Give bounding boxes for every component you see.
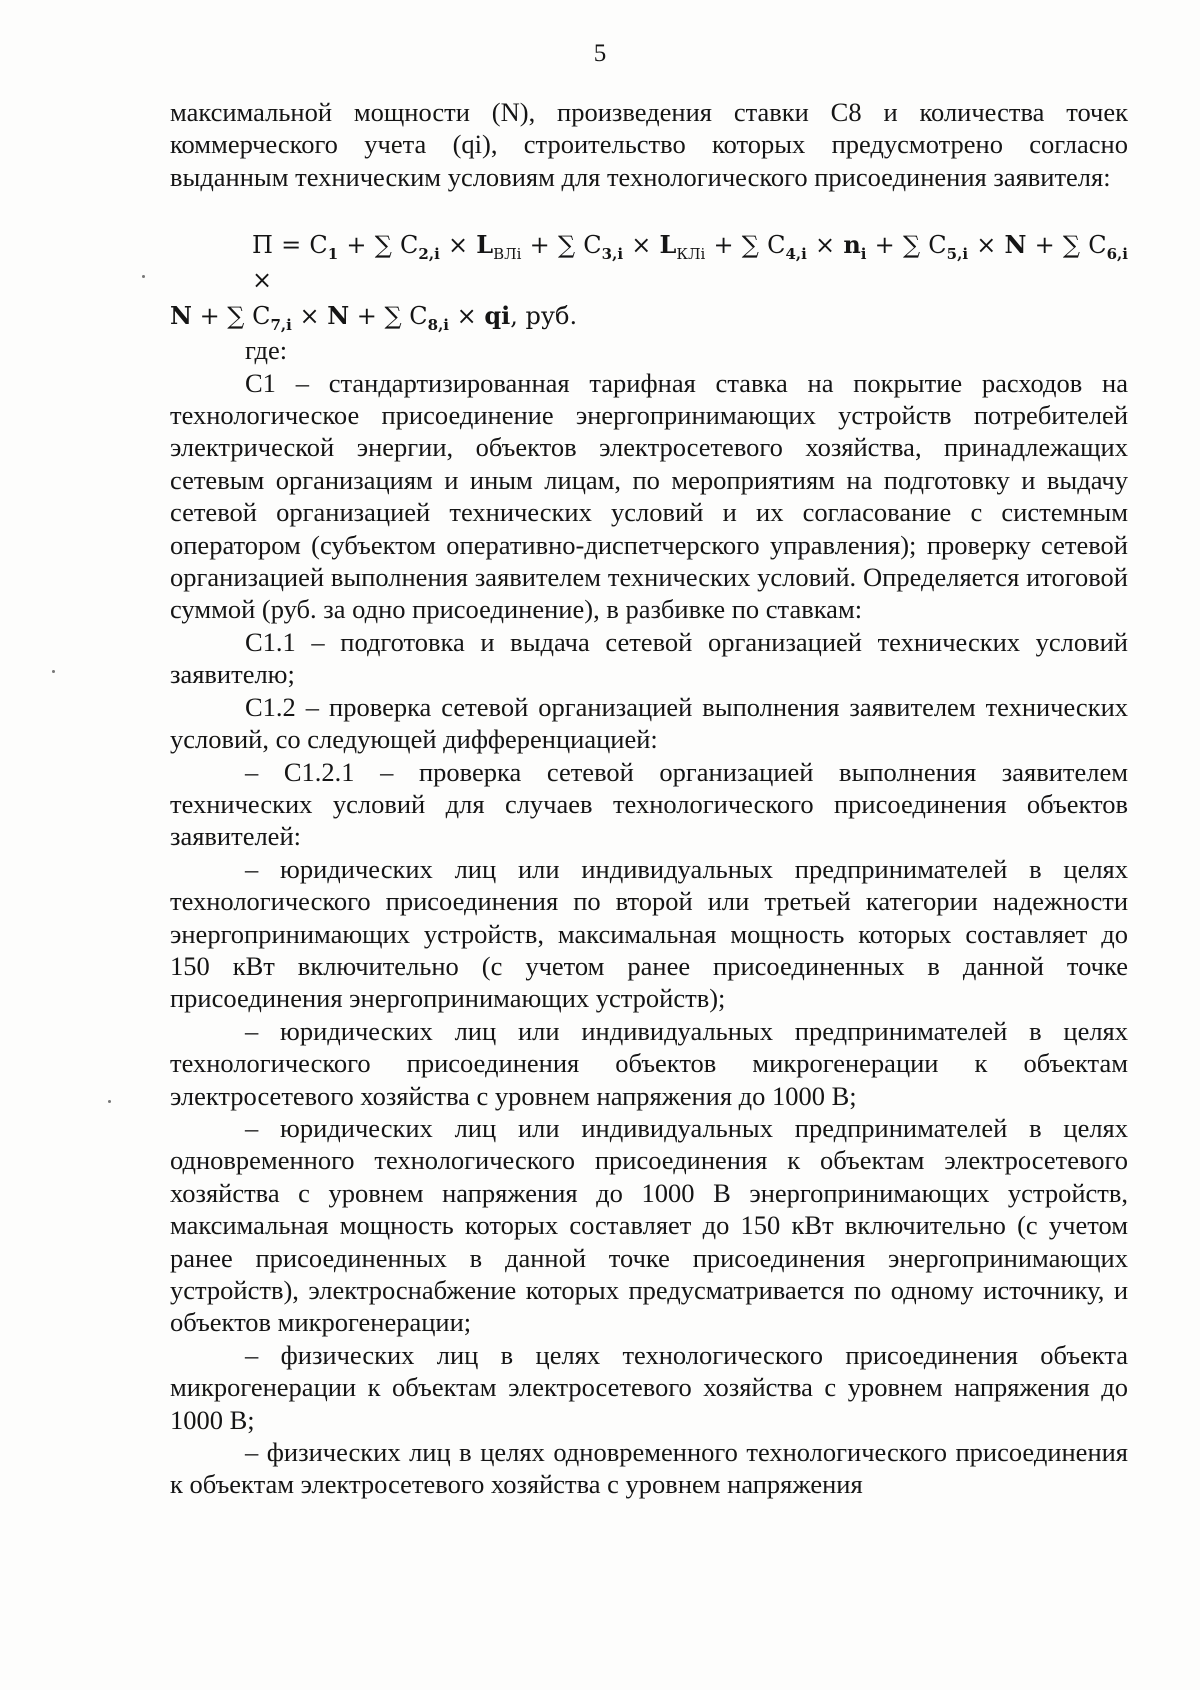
page-number: 5	[593, 40, 607, 67]
paragraph-c1-2: С1.2 – проверка сетевой организацией выполнения заявителем технических условий, со следующей дифференциацией:	[170, 691, 1128, 755]
scan-speck	[52, 670, 55, 673]
scan-speck	[142, 275, 145, 278]
formula-line-2: N + ∑ $С_{7,i} \times N$ + ∑ $С_{8,i}$ × qi, руб.	[170, 301, 578, 335]
paragraph-c1-2-1: – С1.2.1 – проверка сетевой организацией выполнения заявителем технических условий для случаев технологического присоединения объектов заявителей:	[170, 756, 1128, 852]
paragraph-c1-1: С1.1 – подготовка и выдача сетевой организацией технических условий заявителю;	[170, 626, 1128, 690]
list-item-individuals-simultaneous: – физических лиц в целях одновременного технологического присоединения к объектам электросетевого хозяйства с уровнем напряжения	[170, 1437, 1128, 1500]
list-item-legal-entities-simultaneous: – юридических лиц или индивидуальных предпринимателей в целях одновременного технологического присоединения к объектам электросетевого хозяйства с уровнем напряжения до 1000 В энергопринимающих устройств, максимальная мощность которых составляет до 150 кВт включительно (с учетом ранее присоединенных в данной точке присоединения энергопринимающих устройств), электроснабжение которых предусматривается по одному источнику, и объектов микрогенерации;	[170, 1112, 1128, 1338]
paragraph-c1: С1 – стандартизированная тарифная ставка на покрытие расходов на технологическое присоединение энергопринимающих устройств потребителей электрической энергии, объектов электросетевого хозяйства, принадлежащих сетевым организациям и иным лицам, по мероприятиям на подготовку и выдачу сетевой организацией технических условий и их согласование с системным оператором (субъектом оперативно-диспетчерского управления); проверку сетевой организацией выполнения заявителем технических условий. Определяется итоговой суммой (руб. за одно присоединение), в разбивке по ставкам:	[170, 367, 1128, 625]
list-item-legal-entities-category: – юридических лиц или индивидуальных предпринимателей в целях технологического присоединения по второй или третьей категории надежности энергопринимающих устройств, максимальная мощность которых составляет до 150 кВт включительно (с учетом ранее присоединенных в данной точке присоединения энергопринимающих устройств);	[170, 853, 1128, 1014]
scan-speck	[108, 1100, 111, 1103]
tariff-formula	[170, 227, 1128, 334]
document-body	[170, 96, 1128, 1501]
list-item-individuals-microgeneration: – физических лиц в целях технологического присоединения объекта микрогенерации к объектам электросетевого хозяйства с уровнем напряжения до 1000 В;	[170, 1339, 1128, 1435]
formula-line-1: $П = С_1$ + ∑ $С_{2,i} \times L_{ВЛi}$ + ∑ $С_{3,i} \times L_{КЛi}$ + ∑ $С_{4,i} \times n_i$ + ∑ $С_{5,i} \times N$ + ∑ $С_{6,i}$ ×	[252, 230, 1128, 295]
where-label: где:	[245, 335, 288, 366]
intro-paragraph: максимальной мощности (N), произведения ставки С8 и количества точек коммерческого учета (qi), строительство которых предусмотрено согласно выданным техническим условиям для технологического присоединения заявителя:	[170, 97, 1128, 192]
list-item-legal-entities-microgeneration: – юридических лиц или индивидуальных предпринимателей в целях технологического присоединения объектов микрогенерации к объектам электросетевого хозяйства с уровнем напряжения до 1000 В;	[170, 1015, 1128, 1111]
